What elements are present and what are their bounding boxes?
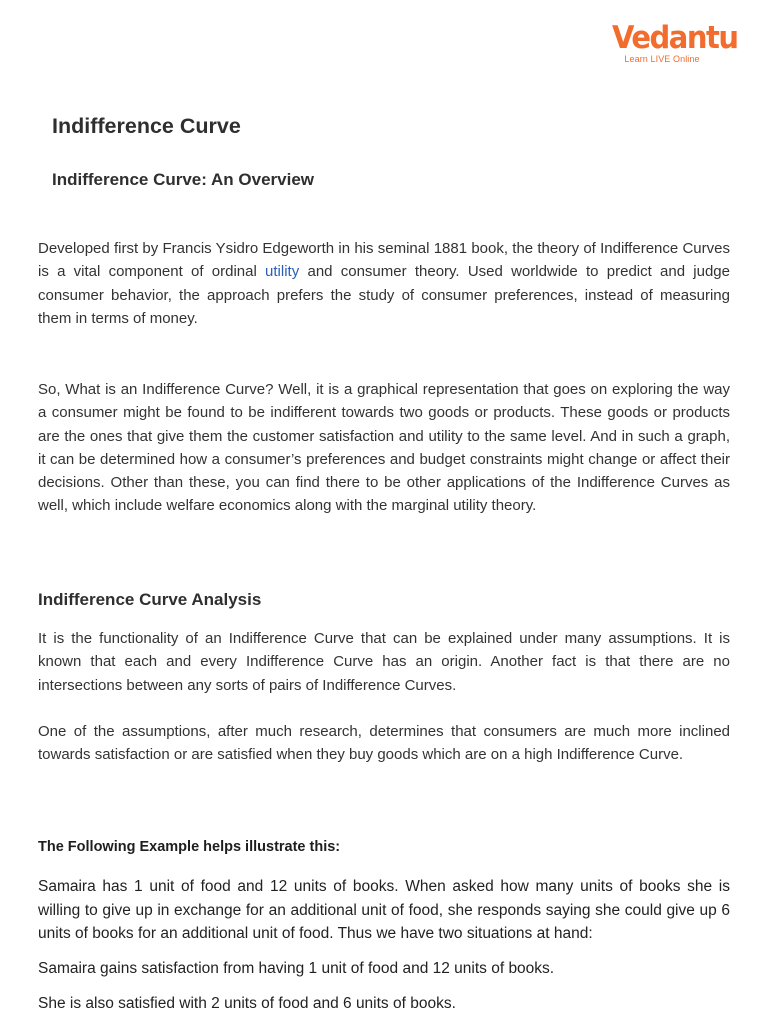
overview-heading: Indifference Curve: An Overview bbox=[52, 170, 315, 189]
analysis-heading: Indifference Curve Analysis bbox=[38, 590, 262, 609]
example-heading: The Following Example helps illustrate this: bbox=[38, 839, 341, 855]
intro-text-end: and consumer theory. Used worldwide to predict and judge consumer behavior, the approach prefers the study of consumer preferences, instead of measuring them in terms of money. bbox=[38, 263, 730, 327]
logo-tagline: Learn LIVE Online bbox=[624, 54, 700, 64]
logo-wordmark: Vedantu bbox=[612, 18, 738, 56]
vedantu-logo[interactable] bbox=[612, 18, 738, 64]
analysis-paragraph-1: It is the functionality of an Indifference Curve that can be explained under many assumptions. It is known that each and every Indifference Curve has an origin. Another fact is that there are no intersections between any sorts of pairs of Indifference Curves. bbox=[38, 630, 730, 694]
utility-link[interactable]: utility bbox=[265, 263, 300, 281]
situation-1: Samaira gains satisfaction from having 1 unit of food and 12 units of books. bbox=[38, 960, 555, 977]
definition-paragraph: So, What is an Indifference Curve? Well, it is a graphical representation that goes on exploring the way a consumer might be found to be indifferent towards two goods or products. These goods or products are the ones that give them the customer satisfaction and utility to the same level. And in such a graph, it can be determined how a consumer’s preferences and budget constraints might change or affect their decisions. Other than these, you can find there to be other applications of the Indifference Curves as well, which include welfare economics along with the marginal utility theory. bbox=[38, 381, 730, 515]
example-paragraph: Samaira has 1 unit of food and 12 units of books. When asked how many units of books she is willing to give up in exchange for an additional unit of food, she responds saying she could give up 6 units of books for an additional unit of food. Thus we have two situations at hand: bbox=[38, 878, 730, 942]
situation-2: She is also satisfied with 2 units of food and 6 units of books. bbox=[38, 995, 456, 1012]
analysis-paragraph-2: One of the assumptions, after much research, determines that consumers are much more inclined towards satisfaction or are satisfied when they buy goods which are on a high Indifference Curve. bbox=[38, 723, 730, 764]
intro-paragraph bbox=[38, 237, 730, 330]
page-title: Indifference Curve bbox=[52, 114, 241, 138]
intro-text-start: Developed first by Francis Ysidro Edgeworth in his seminal 1881 book, the theory of Indifference Curves is a vital component of ordinal bbox=[38, 240, 730, 281]
